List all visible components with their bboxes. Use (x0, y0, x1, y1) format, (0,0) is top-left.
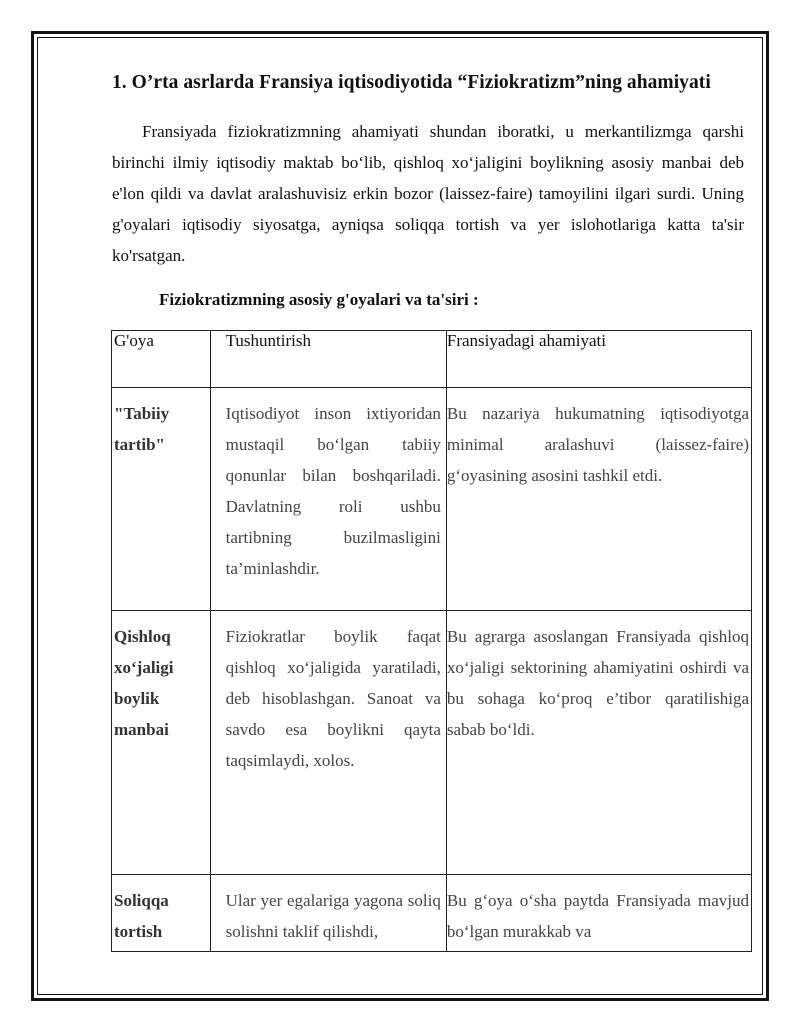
table-row (112, 611, 752, 875)
table-cell (446, 611, 751, 875)
row-significance: Bu nazariya hukumatning iqtisodiyotga minimal aralashuvi (laissez-faire) g‘oyasining asosini tashkil etdi. (446, 404, 749, 485)
table-header-row (112, 331, 752, 388)
table-row (112, 388, 752, 611)
table-cell (112, 611, 211, 875)
header-significance: Fransiyadagi ahamiyati (446, 331, 606, 350)
table-cell (210, 875, 446, 952)
header-idea: G'oya (114, 331, 154, 350)
section-heading: 1. O’rta asrlarda Fransiya iqtisodiyotida “Fiziokratizm”ning ahamiyati (112, 72, 711, 93)
row-significance: Bu agrarga asoslangan Fransiyada qishloq xo‘jaligi sektorining ahamiyatini oshirdi va bu sohaga ko‘proq e’tibor qaratilishiga sabab bo‘ldi. (446, 627, 749, 739)
row-idea: Soliqqa tortish (114, 891, 169, 941)
table-cell (210, 388, 446, 611)
table-row (112, 875, 752, 952)
table-cell (446, 875, 751, 952)
table-cell (446, 388, 751, 611)
row-explanation: Iqtisodiyot inson ixtiyoridan mustaqil bo‘lgan tabiiy qonunlar bilan boshqariladi. Davlatning roli ushbu tartibning buzilmasligini ta’minlashdir. (225, 404, 441, 578)
header-cell (210, 331, 446, 388)
header-cell (112, 331, 211, 388)
row-explanation: Fiziokratlar boylik faqat qishloq xo‘jaligida yaratiladi, deb hisoblashgan. Sanoat va savdo esa boylikni qayta taqsimlaydi, xolos. (225, 627, 441, 770)
table-title: Fiziokratizmning asosiy g'oyalari va ta'siri : (159, 290, 479, 309)
row-explanation: Ular yer egalariga yagona soliq solishni taklif qilishdi, (225, 891, 441, 941)
row-idea: "Tabiiy tartib" (114, 404, 170, 454)
header-explanation: Tushuntirish (225, 331, 311, 350)
table-cell (112, 875, 211, 952)
row-significance: Bu g‘oya o‘sha paytda Fransiyada mavjud bo‘lgan murakkab va (446, 891, 749, 941)
row-idea: Qishloq xo‘jaligi boylik manbai (114, 627, 174, 739)
intro-paragraph: Fransiyada fiziokratizmning ahamiyati shundan iboratki, u merkantilizmga qarshi birinchi ilmiy iqtisodiy maktab bo‘lib, qishloq xo‘jaligini boylikning asosiy manbai deb e'lon qildi va davlat aralashuvisiz erkin bozor (laissez-faire) tamoyilini ilgari surdi. Uning g'oyalari iqtisodiy siyosatga, ayniqsa soliqqa tortish va yer islohotlariga katta ta'sir ko'rsatgan. (112, 122, 744, 265)
header-cell (446, 331, 751, 388)
table-cell (210, 611, 446, 875)
table-cell (112, 388, 211, 611)
ideas-table (111, 330, 752, 952)
